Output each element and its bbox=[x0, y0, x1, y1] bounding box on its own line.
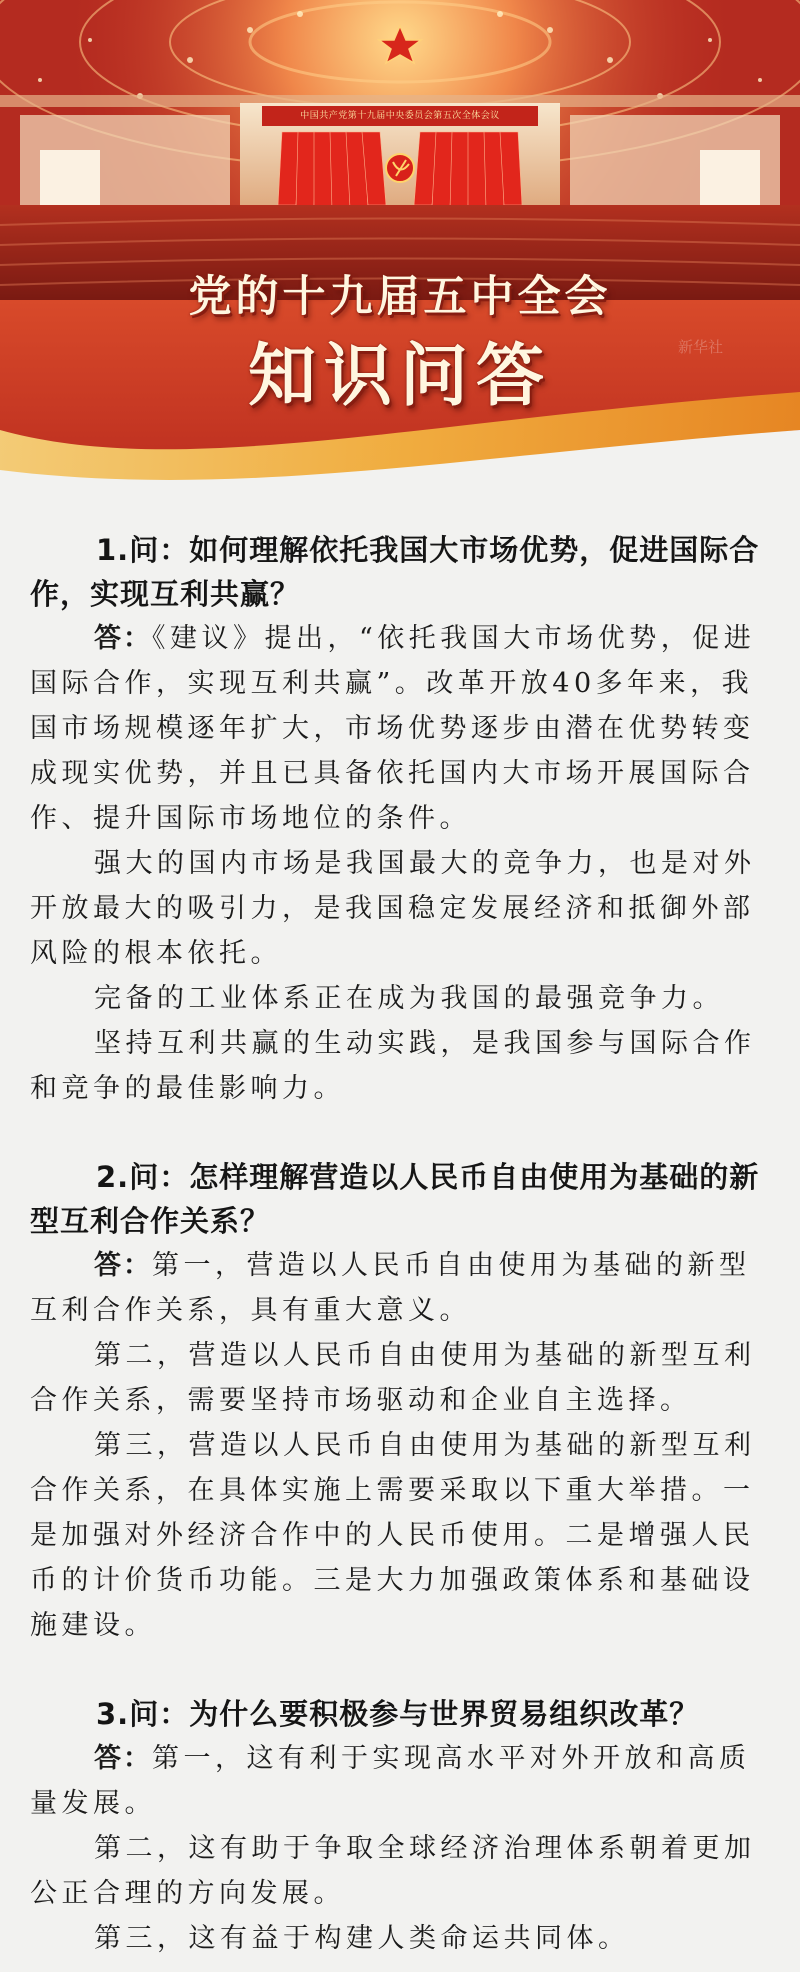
answer-label: 答： bbox=[94, 1743, 152, 1774]
header-banner bbox=[0, 0, 800, 505]
qa-item-1 bbox=[30, 528, 770, 1111]
question-3: 3.问：为什么要积极参与世界贸易组织改革？ bbox=[96, 1697, 700, 1731]
watermark: 新华社 bbox=[678, 338, 724, 356]
answer-text: 《建议》提出，“依托我国大市场优势，促进国际合作，实现互利共赢”。改革开放40多年来，我国市场规模逐年扩大，市场优势逐步由潜在优势转变成现实优势，并且已具备依托国内大市场开展国际合作、提升国际市场地位的条件。 bbox=[30, 623, 756, 834]
qa-item-2 bbox=[30, 1155, 770, 1648]
answer-1-paragraph-1 bbox=[30, 616, 770, 841]
answer-2-paragraph-1 bbox=[30, 1243, 770, 1333]
answer-1-paragraph-4: 坚持互利共赢的生动实践，是我国参与国际合作和竞争的最佳影响力。 bbox=[30, 1028, 756, 1104]
answer-1-paragraph-2: 强大的国内市场是我国最大的竞争力，也是对外开放最大的吸引力，是我国稳定发展经济和抵御外部风险的根本依托。 bbox=[30, 848, 756, 969]
answer-text: 第一，这有利于实现高水平对外开放和高质量发展。 bbox=[30, 1743, 751, 1819]
answer-3-paragraph-1 bbox=[30, 1736, 770, 1826]
answer-text: 第一，营造以人民币自由使用为基础的新型互利合作关系，具有重大意义。 bbox=[30, 1250, 751, 1326]
answer-2-paragraph-3: 第三，营造以人民币自由使用为基础的新型互利合作关系，在具体实施上需要采取以下重大举措。一是加强对外经济合作中的人民币使用。二是增强人民币的计价货币功能。三是大力加强政策体系和基础设施建设。 bbox=[30, 1430, 756, 1641]
qa-item-3 bbox=[30, 1692, 770, 1961]
answer-label: 答： bbox=[94, 1250, 152, 1281]
hall-illustration bbox=[0, 0, 800, 505]
hall-banner-text: 中国共产党第十九届中央委员会第五次全体会议 bbox=[300, 111, 500, 121]
answer-2-paragraph-2: 第二，营造以人民币自由使用为基础的新型互利合作关系，需要坚持市场驱动和企业自主选择。 bbox=[30, 1340, 756, 1416]
answer-label: 答： bbox=[94, 623, 152, 654]
answer-1-paragraph-3: 完备的工业体系正在成为我国的最强竞争力。 bbox=[94, 983, 724, 1014]
question-1: 1.问：如何理解依托我国大市场优势，促进国际合作，实现互利共赢？ bbox=[30, 533, 760, 611]
question-2: 2.问：怎样理解营造以人民币自由使用为基础的新型互利合作关系？ bbox=[30, 1160, 760, 1238]
banner-title-line2: 知识问答 bbox=[247, 337, 552, 416]
red-flags-left bbox=[278, 132, 386, 210]
banner-title-line1: 党的十九届五中全会 bbox=[188, 272, 612, 322]
answer-3-paragraph-3: 第三，这有益于构建人类命运共同体。 bbox=[94, 1923, 630, 1954]
answer-3-paragraph-2: 第二，这有助于争取全球经济治理体系朝着更加公正合理的方向发展。 bbox=[30, 1833, 756, 1909]
red-flags-right bbox=[414, 132, 522, 210]
qa-content bbox=[30, 528, 770, 1961]
